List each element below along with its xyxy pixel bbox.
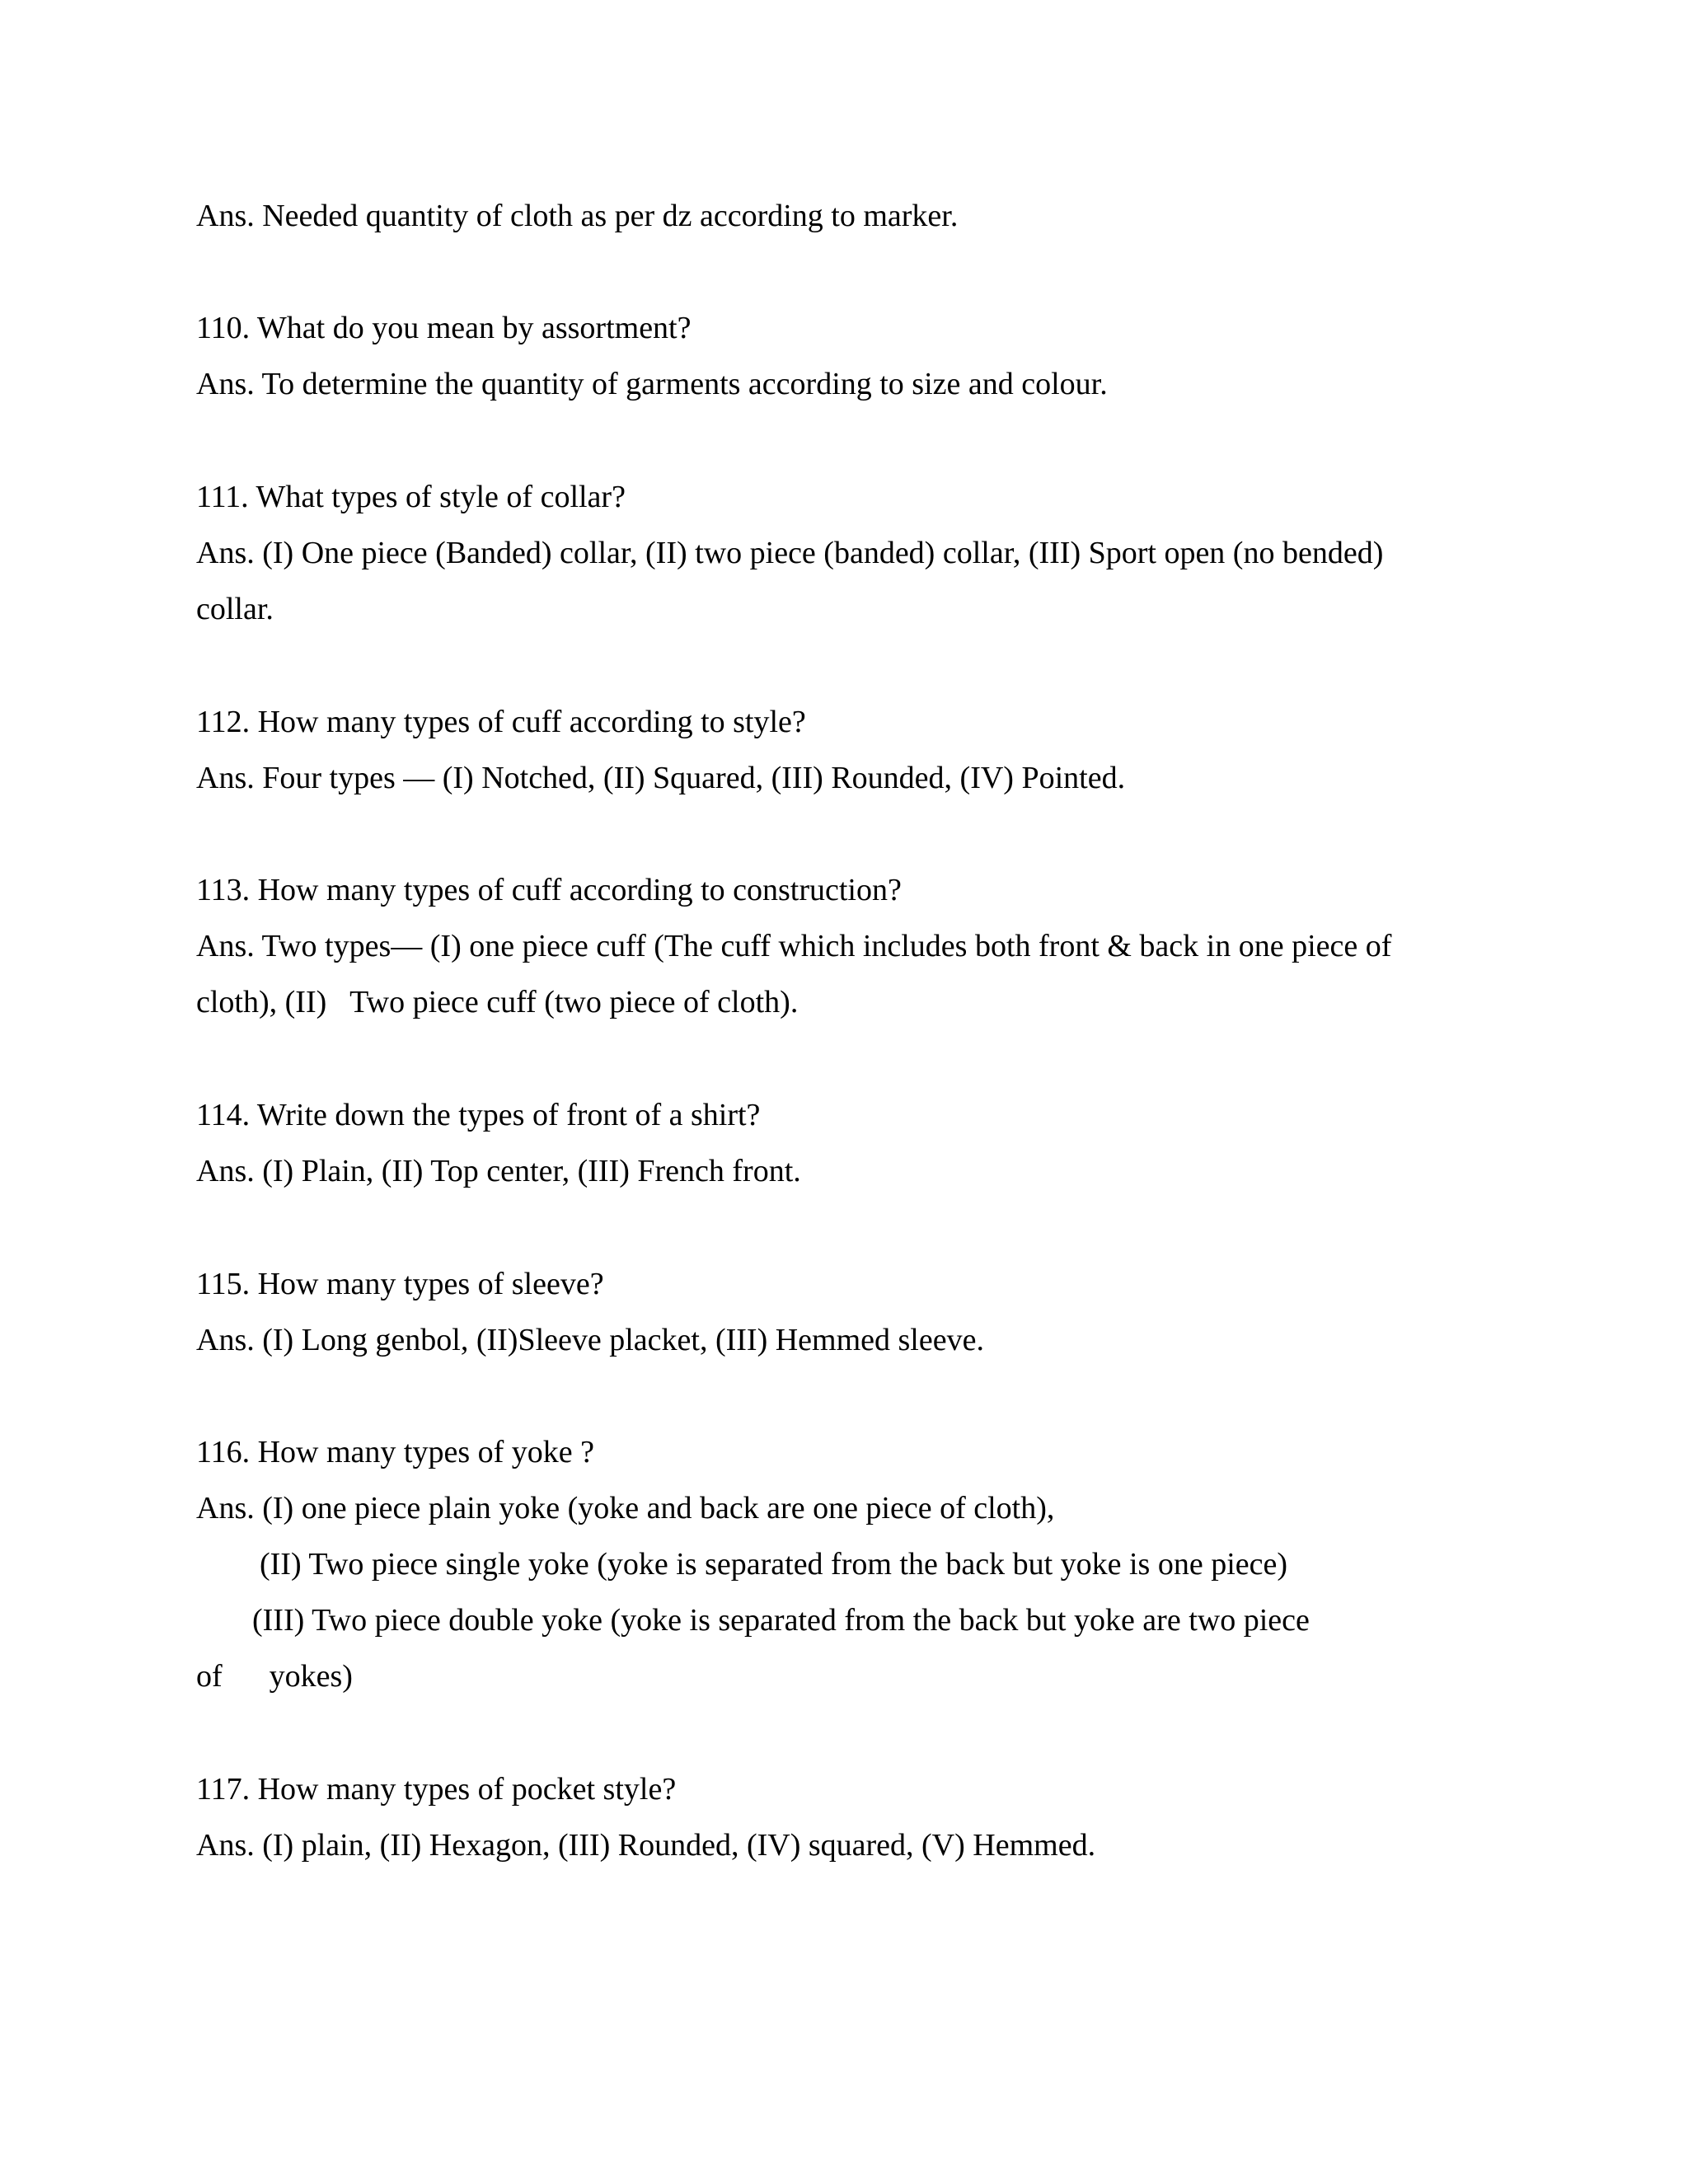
answer-117: Ans. (I) plain, (II) Hexagon, (III) Rounded, (IV) squared, (V) Hemmed. [196,1828,1096,1863]
answer-116-line4: of yokes) [196,1659,353,1694]
answer-110: Ans. To determine the quantity of garments according to size and colour. [196,367,1108,401]
answer-116-line2: (II) Two piece single yoke (yoke is separated from the back but yoke is one piece) [260,1547,1288,1582]
question-114: 114. Write down the types of front of a shirt? [196,1098,761,1132]
question-111: 111. What types of style of collar? [196,480,626,514]
answer-114: Ans. (I) Plain, (II) Top center, (III) French front. [196,1154,801,1188]
answer-text: Ans. Needed quantity of cloth as per dz according to marker. [196,199,959,233]
question-112: 112. How many types of cuff according to style? [196,705,806,739]
question-117: 117. How many types of pocket style? [196,1772,677,1807]
answer-116-line1: Ans. (I) one piece plain yoke (yoke and back are one piece of cloth), [196,1491,1055,1526]
question-113: 113. How many types of cuff according to construction? [196,873,902,907]
answer-112: Ans. Four types — (I) Notched, (II) Squared, (III) Rounded, (IV) Pointed. [196,761,1126,795]
answer-111-line2: collar. [196,592,274,626]
question-116: 116. How many types of yoke ? [196,1435,594,1469]
answer-115: Ans. (I) Long genbol, (II)Sleeve placket, (III) Hemmed sleeve. [196,1323,984,1357]
question-110: 110. What do you mean by assortment? [196,311,692,345]
answer-113-line1: Ans. Two types— (I) one piece cuff (The cuff which includes both front & back in one piece of [196,929,1392,963]
question-115: 115. How many types of sleeve? [196,1267,604,1301]
answer-113-line2: cloth), (II) Two piece cuff (two piece of cloth). [196,985,799,1019]
answer-116-line3: (III) Two piece double yoke (yoke is separated from the back but yoke are two piece [252,1603,1310,1638]
answer-111-line1: Ans. (I) One piece (Banded) collar, (II) two piece (banded) collar, (III) Sport open (no bended) [196,536,1384,570]
